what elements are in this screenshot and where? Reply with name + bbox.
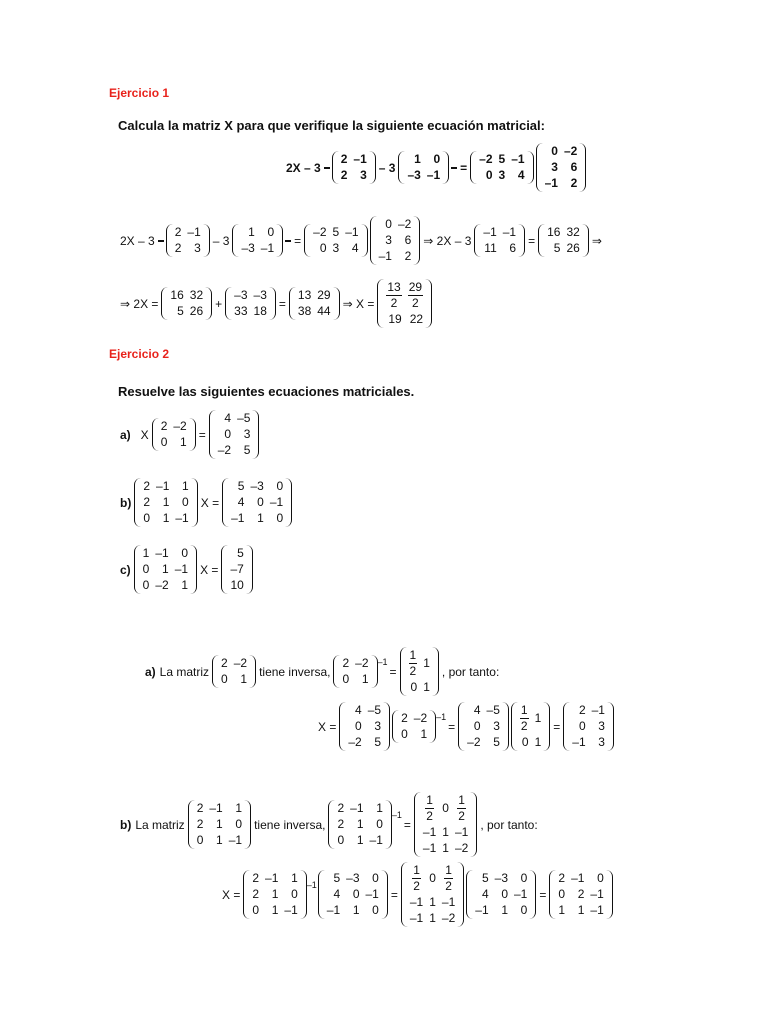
matrix-cell: 1 [414,152,421,166]
matrix-cell: 0 [142,578,150,592]
matrix-cell: –1 [378,249,392,263]
matrix-cell: 5 [243,443,251,457]
eq-lhs: 2X – 3 [120,233,155,248]
matrix-cell: 0 [473,719,481,733]
matrix-cell: 2 [337,817,345,831]
matrix-cell: –2 [413,711,428,725]
matrix-cell: 5 [481,871,489,885]
matrix [222,478,292,527]
matrix-cell: 1 [180,435,187,449]
matrix-cell: 3 [194,241,201,255]
matrix: $\frac{13}{2}$ $\frac{29}{2}$ 19 22 [377,279,432,328]
matrix-cell: 2 [401,711,408,725]
matrix-cell: 2 [558,871,566,885]
matrix-cell: –2 [173,419,187,433]
operator: + [215,296,223,311]
matrix-cell: –1 [369,833,383,847]
matrix-cell: 2 [570,176,578,190]
inverse-exponent: –1 [306,879,317,890]
matrix [221,545,252,594]
fraction: $\frac{13}{2}$ [387,280,401,310]
matrix-cell: 0 [385,217,392,231]
matrix-cell: 2 [196,801,204,815]
operator: = [278,296,286,311]
operator: ⇒ X = [342,296,375,311]
matrix-cell: –1 [284,903,298,917]
variable-x: X = [318,719,337,734]
matrix: $\frac{1}{2}$ 0 $\frac{1}{2}$ –1 1 –1 –1 1 –2 [401,862,464,927]
matrix-cell: –1 [511,152,525,166]
operator: = [403,817,411,832]
matrix-cell: 0 [142,562,150,576]
matrix-cell: 4 [351,241,359,255]
operator: = [198,427,206,442]
variable-x: X [140,427,149,442]
matrix-cell: –1 [350,801,364,815]
matrix-cell: 0 [376,817,383,831]
matrix-cell: 0 [372,871,379,885]
matrix-cell: 16 [170,288,184,302]
matrix [134,478,197,527]
variable-x: X = [200,562,219,577]
inverse-exponent: –1 [436,711,447,722]
matrix-cell: 1 [216,817,223,831]
matrix-cell: 0 [267,225,275,239]
matrix [466,870,536,919]
matrix-cell: 1 [142,546,150,560]
matrix-cell: 2 [337,801,345,815]
ex1-step2 [118,279,433,328]
matrix-cell: 0 [337,833,345,847]
matrix-cell: 32 [566,225,580,239]
matrix: $\frac{1}{2}$ 0 $\frac{1}{2}$ –1 1 –1 –1 1 –2 [414,792,477,857]
operator: = [539,887,547,902]
fraction: $\frac{1}{2}$ [426,793,433,823]
matrix-cell: 32 [189,288,204,302]
matrix-cell: 2 [143,495,151,509]
ex1-heading: Ejercicio 1 [109,86,170,100]
matrix-cell: –1 [269,495,284,509]
ex2-statement: Resuelve las siguientes ecuaciones matriciales. [118,384,415,399]
matrix-cell: 1 [162,562,169,576]
text: tiene inversa, [254,817,326,832]
operator: = [528,233,536,248]
matrix-cell: 2 [174,225,182,239]
matrix-cell: 1 [361,672,369,686]
matrix-cell: 5 [498,152,506,166]
fraction: $\frac{1}{2}$ [458,793,465,823]
matrix-cell: 0 [342,672,350,686]
matrix [563,702,614,751]
matrix-cell: 0 [276,479,284,493]
matrix-cell: 0 [433,152,441,166]
matrix-cell: 1 [162,511,170,525]
matrix-cell: –1 [155,546,169,560]
matrix-cell: –1 [514,887,528,901]
matrix-cell: 5 [237,479,245,493]
matrix-cell: 1 [577,903,585,917]
matrix-cell: 1 [240,672,248,686]
text: tiene inversa, [259,664,331,679]
matrix-cell: 0 [160,435,168,449]
matrix [332,151,376,184]
matrix [304,224,367,257]
matrix-cell: 5 [237,546,244,560]
fraction: $\frac{1}{2}$ [445,863,452,893]
matrix-cell: –1 [187,225,201,239]
matrix-cell: 10 [230,578,244,592]
matrix-cell: 3 [598,735,605,749]
matrix-cell: –1 [231,511,245,525]
matrix-cell: –1 [590,903,604,917]
matrix-cell: –1 [544,176,558,190]
matrix-cell: –2 [479,152,493,166]
matrix-cell: 1 [376,801,383,815]
matrix-cell: 1 [420,727,428,741]
matrix-cell: –1 [156,479,170,493]
operator: ⇒ [591,233,602,248]
matrix-cell: 0 [597,871,604,885]
matrix-cell: 3 [332,241,340,255]
matrix [536,143,587,192]
ex2-b [118,478,293,527]
matrix [161,287,212,320]
matrix-cell: –2 [313,225,327,239]
matrix [328,800,391,849]
fraction: $\frac{29}{2}$ [408,280,423,310]
matrix-cell: 1 [216,833,223,847]
matrix [339,702,390,751]
matrix-cell: 1 [257,511,264,525]
matrix-cell: –1 [353,152,367,166]
ex2-heading: Ejercicio 2 [109,347,170,361]
matrix-cell: –3 [407,168,421,182]
matrix [232,224,283,257]
matrix [549,870,612,919]
operator: = [460,160,468,175]
matrix-cell: 16 [547,225,561,239]
matrix-cell: 3 [598,719,605,733]
operator: = [389,664,397,679]
matrix-cell: –1 [345,225,359,239]
text: , por tanto: [480,817,538,832]
matrix-cell: 0 [352,887,360,901]
matrix-cell: –1 [174,562,189,576]
matrix-cell: 5 [493,735,500,749]
item-label: b) [120,495,132,510]
matrix-cell: 6 [570,160,578,174]
matrix-cell: 1 [352,903,360,917]
matrix-cell: 13 [297,288,312,302]
ex1-statement: Calcula la matriz X para que verifique la siguiente ecuación matricial: [118,118,545,133]
operator: – 3 [212,233,230,248]
matrix-cell: 3 [493,719,500,733]
matrix-cell: 2 [196,817,204,831]
text: , por tanto: [441,664,500,679]
matrix [152,418,196,451]
matrix-cell: –1 [502,225,517,239]
matrix-cell: –7 [230,562,244,576]
item-label: a) [145,664,156,679]
matrix-cell: 0 [501,887,508,901]
ex2-c [118,545,254,594]
matrix-cell: 3 [498,168,506,182]
item-label: a) [120,427,131,442]
matrix-cell: –3 [234,288,248,302]
variable-x: X = [200,495,220,510]
matrix [243,870,306,919]
matrix-cell: 0 [181,546,189,560]
variable-x: X = [222,887,241,902]
matrix-cell: 0 [221,672,228,686]
solution-b [118,792,540,857]
matrix-cell: 4 [517,168,525,182]
matrix-cell: 3 [360,168,367,182]
matrix-cell: 0 [257,495,264,509]
matrix-cell: –1 [591,703,605,717]
item-label: b) [120,817,132,832]
matrix-cell: 0 [401,727,408,741]
matrix [392,710,436,743]
matrix-cell: 1 [271,903,279,917]
matrix-cell: 4 [355,703,362,717]
matrix-cell: 2 [252,871,260,885]
matrix-cell: 0 [276,511,284,525]
matrix-cell: 5 [332,225,340,239]
operator: = [294,233,302,248]
matrix-cell: –3 [241,241,255,255]
matrix [370,216,421,265]
matrix-cell: 4 [224,411,232,425]
matrix-cell: 44 [317,304,331,318]
operator: ⇒ 2X = [120,296,159,311]
matrix-cell: 3 [551,160,558,174]
matrix-cell: –1 [365,887,379,901]
matrix [225,287,276,320]
ex2-a [118,410,260,459]
matrix-cell: 0 [372,903,379,917]
solution-a-result [316,702,615,751]
matrix-cell: –2 [217,443,232,457]
matrix-cell: 2 [578,703,586,717]
solution-b-result [220,862,614,927]
matrix-cell: 1 [501,903,508,917]
matrix-cell: 5 [333,871,341,885]
matrix-cell: –1 [326,903,341,917]
matrix-cell: –1 [260,241,275,255]
ex1-step1 [118,216,604,265]
matrix-cell: 2 [252,887,260,901]
matrix-cell: –3 [253,288,267,302]
solution-a [143,647,501,696]
fraction: $\frac{1}{2}$ [413,863,420,893]
matrix-cell: 1 [162,495,170,509]
matrix [333,655,377,688]
matrix-cell: 26 [189,304,204,318]
matrix [538,224,589,257]
matrix-cell: 5 [177,304,184,318]
matrix-cell: 0 [143,511,151,525]
matrix-cell: –1 [265,871,279,885]
matrix-cell: 0 [291,887,298,901]
matrix-cell: 2 [577,887,585,901]
matrix-cell: 11 [484,241,497,255]
matrix [470,151,533,184]
inverse-exponent: –1 [377,656,388,667]
matrix-cell: –2 [467,735,481,749]
matrix [474,224,525,257]
matrix-cell: –1 [571,871,585,885]
ex1-equation [284,143,587,192]
matrix-cell: –5 [237,411,251,425]
matrix-cell: 2 [340,168,348,182]
fraction: $\frac{1}{2}$ [520,703,528,733]
matrix-cell: –1 [228,833,243,847]
matrix-cell: 1 [235,801,243,815]
matrix-cell: 6 [509,241,517,255]
matrix [134,545,197,594]
matrix-cell: –3 [346,871,360,885]
operator: = [448,719,456,734]
matrix-cell: 3 [385,233,392,247]
matrix-cell: 2 [340,152,348,166]
matrix-cell: –2 [233,656,248,670]
matrix-cell: 0 [182,495,189,509]
operator: – 3 [378,160,396,175]
matrix-cell: 1 [271,887,279,901]
matrix-cell: –2 [355,656,369,670]
matrix [458,702,509,751]
matrix-cell: 0 [196,833,204,847]
matrix: $\frac{1}{2}$ 1 0 1 [511,702,550,751]
matrix-cell: –3 [250,479,264,493]
matrix-cell: 0 [551,144,558,158]
matrix-cell: –2 [155,578,169,592]
matrix [318,870,388,919]
matrix-cell: 2 [342,656,350,670]
matrix-cell: 4 [237,495,245,509]
matrix-cell: 18 [253,304,267,318]
matrix-cell: 0 [578,719,586,733]
text: La matriz [135,817,185,832]
matrix-cell: 1 [182,479,189,493]
matrix-cell: 0 [520,903,528,917]
matrix [188,800,251,849]
matrix-cell: –5 [367,703,382,717]
matrix-cell: 3 [243,427,251,441]
matrix-cell: 29 [317,288,331,302]
matrix-cell: 1 [181,578,189,592]
matrix-cell: 2 [221,656,228,670]
text: La matriz [159,664,210,679]
matrix-cell: –3 [494,871,508,885]
item-label: c) [120,562,131,577]
matrix-cell: 0 [558,887,566,901]
matrix-cell: 5 [374,735,382,749]
eq-lhs: 2X – 3 [286,160,321,175]
matrix-cell: –1 [483,225,497,239]
matrix: $\frac{1}{2}$ 1 0 1 [400,647,439,696]
matrix-cell: 33 [234,304,248,318]
operator: = [553,719,561,734]
matrix-cell: –1 [590,887,604,901]
matrix-cell: 0 [224,427,232,441]
fraction: $\frac{1}{2}$ [409,648,417,678]
operator: ⇒ 2X – 3 [423,233,472,248]
matrix-cell: 0 [485,168,493,182]
matrix-cell: 0 [520,871,528,885]
matrix-cell: 1 [356,817,364,831]
matrix-cell: –1 [175,511,189,525]
matrix-cell: 5 [553,241,561,255]
matrix-cell: –1 [475,903,489,917]
matrix-cell: 0 [319,241,327,255]
matrix-cell: 1 [291,871,298,885]
matrix-cell: –1 [572,735,586,749]
matrix [166,224,210,257]
matrix-cell: 1 [356,833,364,847]
matrix-cell: 2 [404,249,412,263]
matrix-cell: –2 [348,735,362,749]
inverse-exponent: –1 [391,809,402,820]
matrix-cell: 4 [473,703,481,717]
matrix-cell: –2 [397,217,412,231]
matrix-cell: –5 [486,703,500,717]
matrix [212,655,256,688]
matrix-cell: 3 [374,719,382,733]
matrix-cell: 6 [404,233,412,247]
matrix-cell: –1 [209,801,223,815]
matrix-cell: 26 [566,241,580,255]
matrix [398,151,449,184]
matrix-cell: 4 [481,887,489,901]
matrix-cell: 2 [143,479,151,493]
matrix-cell: 0 [252,903,260,917]
matrix-cell: 4 [333,887,341,901]
matrix-cell: 2 [174,241,182,255]
matrix-cell: 1 [558,903,566,917]
matrix-cell: –2 [563,144,578,158]
matrix-cell: 1 [248,225,255,239]
matrix-cell: 0 [355,719,362,733]
matrix-cell: 2 [160,419,168,433]
matrix-cell: 38 [297,304,312,318]
matrix [209,410,260,459]
matrix [289,287,340,320]
matrix-cell: –1 [426,168,441,182]
operator: = [390,887,398,902]
matrix-cell: 0 [235,817,243,831]
